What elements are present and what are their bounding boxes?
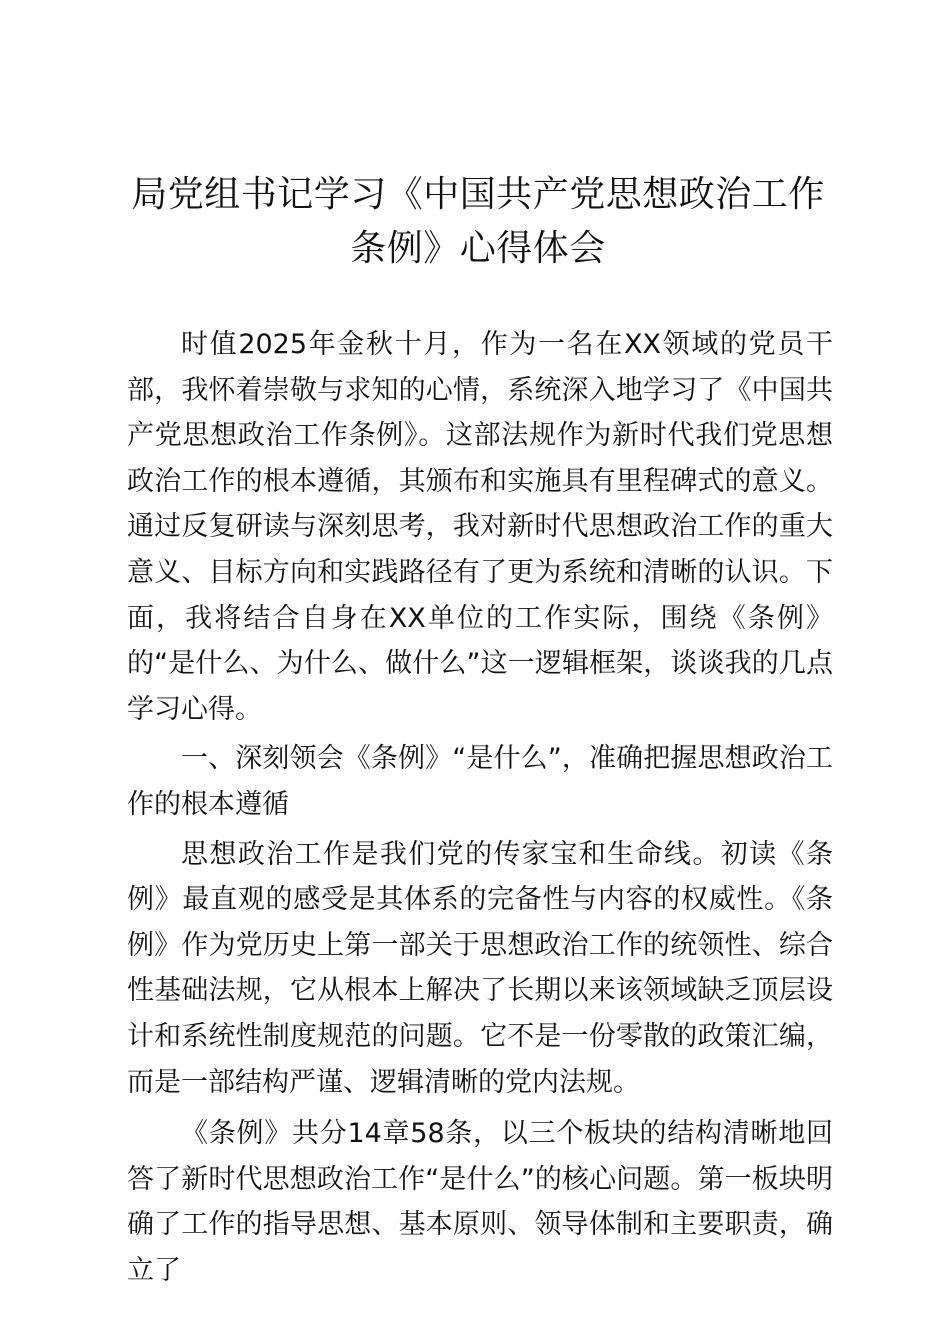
document-body (127, 322, 833, 1293)
intro-paragraph: 时值2025年金秋十月，作为一名在XX领域的党员干部，我怀着崇敬与求知的心情，系统深入地学习了《中国共产党思想政治工作条例》。这部法规作为新时代我们党思想政治工作的根本遵循，其颁布和实施具有里程碑式的意义。通过反复研读与深刻思考，我对新时代思想政治工作的重大意义、目标方向和实践路径有了更为系统和清晰的认识。下面，我将结合自身在XX单位的工作实际，围绕《条例》的“是什么、为什么、做什么”这一逻辑框架，谈谈我的几点学习心得。 (127, 329, 833, 725)
document-title: 局党组书记学习《中国共产党思想政治工作条例》心得体会 (131, 174, 825, 269)
section-heading-1: 一、深刻领会《条例》“是什么”，准确把握思想政治工作的根本遵循 (127, 743, 833, 820)
body-paragraph-1: 思想政治工作是我们党的传家宝和生命线。初读《条例》最直观的感受是其体系的完备性与内容的权威性。《条例》作为党历史上第一部关于思想政治工作的统领性、综合性基础法规，它从根本上解决了长期以来该领域缺乏顶层设计和系统性制度规范的问题。它不是一份零散的政策汇编，而是一部结构严谨、逻辑清晰的党内法规。 (127, 838, 833, 1098)
body-paragraph-2: 《条例》共分14章58条，以三个板块的结构清晰地回答了新时代思想政治工作“是什么”的核心问题。第一板块明确了工作的指导思想、基本原则、领导体制和主要职责，确立了 (127, 1118, 833, 1286)
